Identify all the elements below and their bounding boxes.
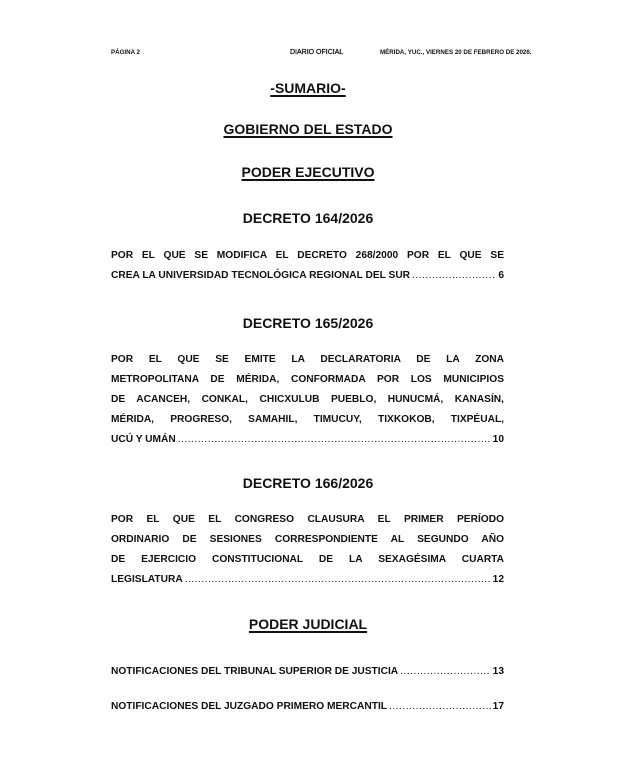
- summary-title-text: -SUMARIO-: [270, 80, 346, 96]
- entry-leader-line: [111, 430, 504, 450]
- government-heading: [0, 121, 616, 137]
- entry-line: POR EL QUE SE MODIFICA EL DECRETO 268/2000 POR EL QUE SE: [111, 250, 504, 261]
- entry-line: DE EJERCICIO CONSTITUCIONAL DE LA SEXAGÉSIMA CUARTA: [111, 554, 504, 565]
- decree-heading-164: [0, 210, 616, 226]
- entry-line: POR EL QUE SE EMITE LA DECLARATORIA DE LA ZONA: [111, 354, 504, 365]
- page-reference[interactable]: 12: [492, 574, 504, 585]
- entry-leader-line: [111, 697, 504, 717]
- section-heading-poder-judicial: [0, 616, 616, 632]
- page-reference[interactable]: 17: [492, 701, 504, 712]
- publication-date: MÉRIDA, YUC., VIERNES 20 DE FEBRERO DE 2026.: [380, 49, 532, 56]
- dot-leader: [400, 662, 490, 682]
- section-heading-text: PODER JUDICIAL: [248, 616, 368, 632]
- entry-line: ORDINARIO DE SESIONES CORRESPONDIENTE AL SEGUNDO AÑO: [111, 534, 504, 545]
- page-header: [0, 49, 642, 61]
- toc-entry-decree-164[interactable]: [111, 246, 504, 286]
- entry-line: CREA LA UNIVERSIDAD TECNOLÓGICA REGIONAL DEL SUR: [111, 270, 411, 281]
- entry-line: UCÚ Y UMÁN: [111, 434, 176, 445]
- dot-leader: [389, 697, 491, 717]
- decree-heading-text: DECRETO 166/2026: [242, 475, 374, 491]
- entry-leader-line: [111, 266, 504, 286]
- decree-heading-166: [0, 475, 616, 491]
- entry-line: MÉRIDA, PROGRESO, SAMAHIL, TIMUCUY, TIXKOKOB, TIXPÉUAL,: [111, 414, 504, 425]
- publication-name: DIARIO OFICIAL: [290, 49, 344, 56]
- decree-heading-text: DECRETO 164/2026: [242, 210, 374, 226]
- entry-line: LEGISLATURA: [111, 574, 183, 585]
- entry-leader-line: [111, 570, 504, 590]
- toc-entry-decree-166[interactable]: [111, 510, 504, 590]
- page-number: PÁGINA 2: [111, 49, 140, 56]
- page-reference[interactable]: 10: [492, 434, 504, 445]
- entry-line: NOTIFICACIONES DEL TRIBUNAL SUPERIOR DE JUSTICIA: [111, 666, 399, 677]
- entry-line: DE ACANCEH, CONKAL, CHICXULUB PUEBLO, HUNUCMÁ, KANASÍN,: [111, 394, 504, 405]
- dot-leader: [178, 430, 491, 450]
- dot-leader: [412, 266, 496, 286]
- decree-heading-165: [0, 315, 616, 331]
- entry-line: POR EL QUE EL CONGRESO CLAUSURA EL PRIMER PERÍODO: [111, 514, 504, 525]
- page-reference[interactable]: 6: [498, 270, 504, 281]
- section-heading-text: PODER EJECUTIVO: [241, 164, 375, 180]
- dot-leader: [185, 570, 491, 590]
- government-heading-text: GOBIERNO DEL ESTADO: [223, 121, 393, 137]
- entry-leader-line: [111, 662, 504, 682]
- entry-line: METROPOLITANA DE MÉRIDA, CONFORMADA POR LOS MUNICIPIOS: [111, 374, 504, 385]
- decree-heading-text: DECRETO 165/2026: [242, 315, 374, 331]
- summary-title: [0, 80, 616, 96]
- section-heading-poder-ejecutivo: [0, 164, 616, 180]
- toc-entry-tribunal-superior[interactable]: [111, 662, 504, 682]
- entry-line: NOTIFICACIONES DEL JUZGADO PRIMERO MERCANTIL: [111, 701, 388, 712]
- page-reference[interactable]: 13: [492, 666, 504, 677]
- toc-entry-decree-165[interactable]: [111, 350, 504, 450]
- toc-entry-juzgado-mercantil[interactable]: [111, 697, 504, 717]
